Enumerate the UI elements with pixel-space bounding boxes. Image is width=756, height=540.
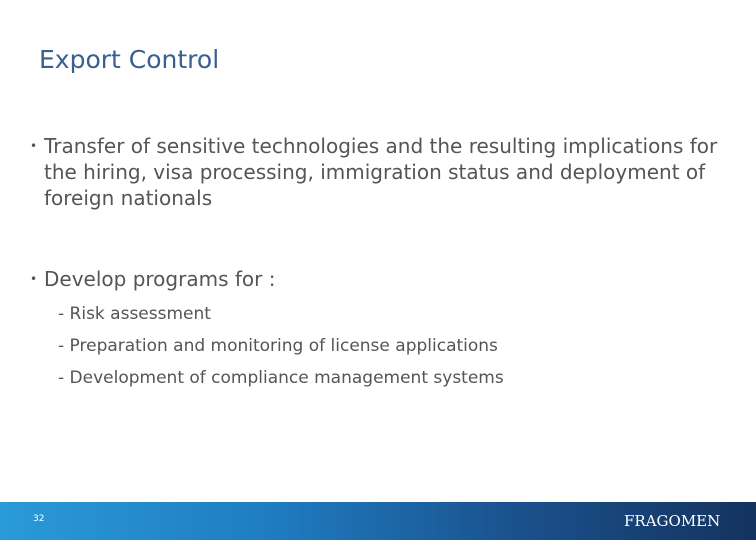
page-number: 32 [33, 514, 45, 524]
bullet-text: Transfer of sensitive technologies and the resulting implications for the hiring, visa processing, immigration status and deployment of foreign nationals [44, 134, 718, 210]
bullet-marker: • [30, 272, 38, 286]
slide-title: Export Control [39, 45, 220, 74]
sub-item-license-applications: - Preparation and monitoring of license applications [58, 336, 498, 356]
bullet-item-transfer [30, 133, 734, 211]
footer-bar [0, 502, 756, 540]
sub-item-compliance-systems: - Development of compliance management systems [58, 368, 504, 388]
sub-item-risk-assessment: - Risk assessment [58, 304, 211, 324]
sub-list [58, 298, 504, 394]
bullet-marker: • [30, 139, 38, 153]
bullet-item-develop-programs [30, 266, 734, 292]
bullet-text: Develop programs for : [44, 267, 276, 291]
fragomen-logo: FRAGOMEN [624, 512, 721, 530]
